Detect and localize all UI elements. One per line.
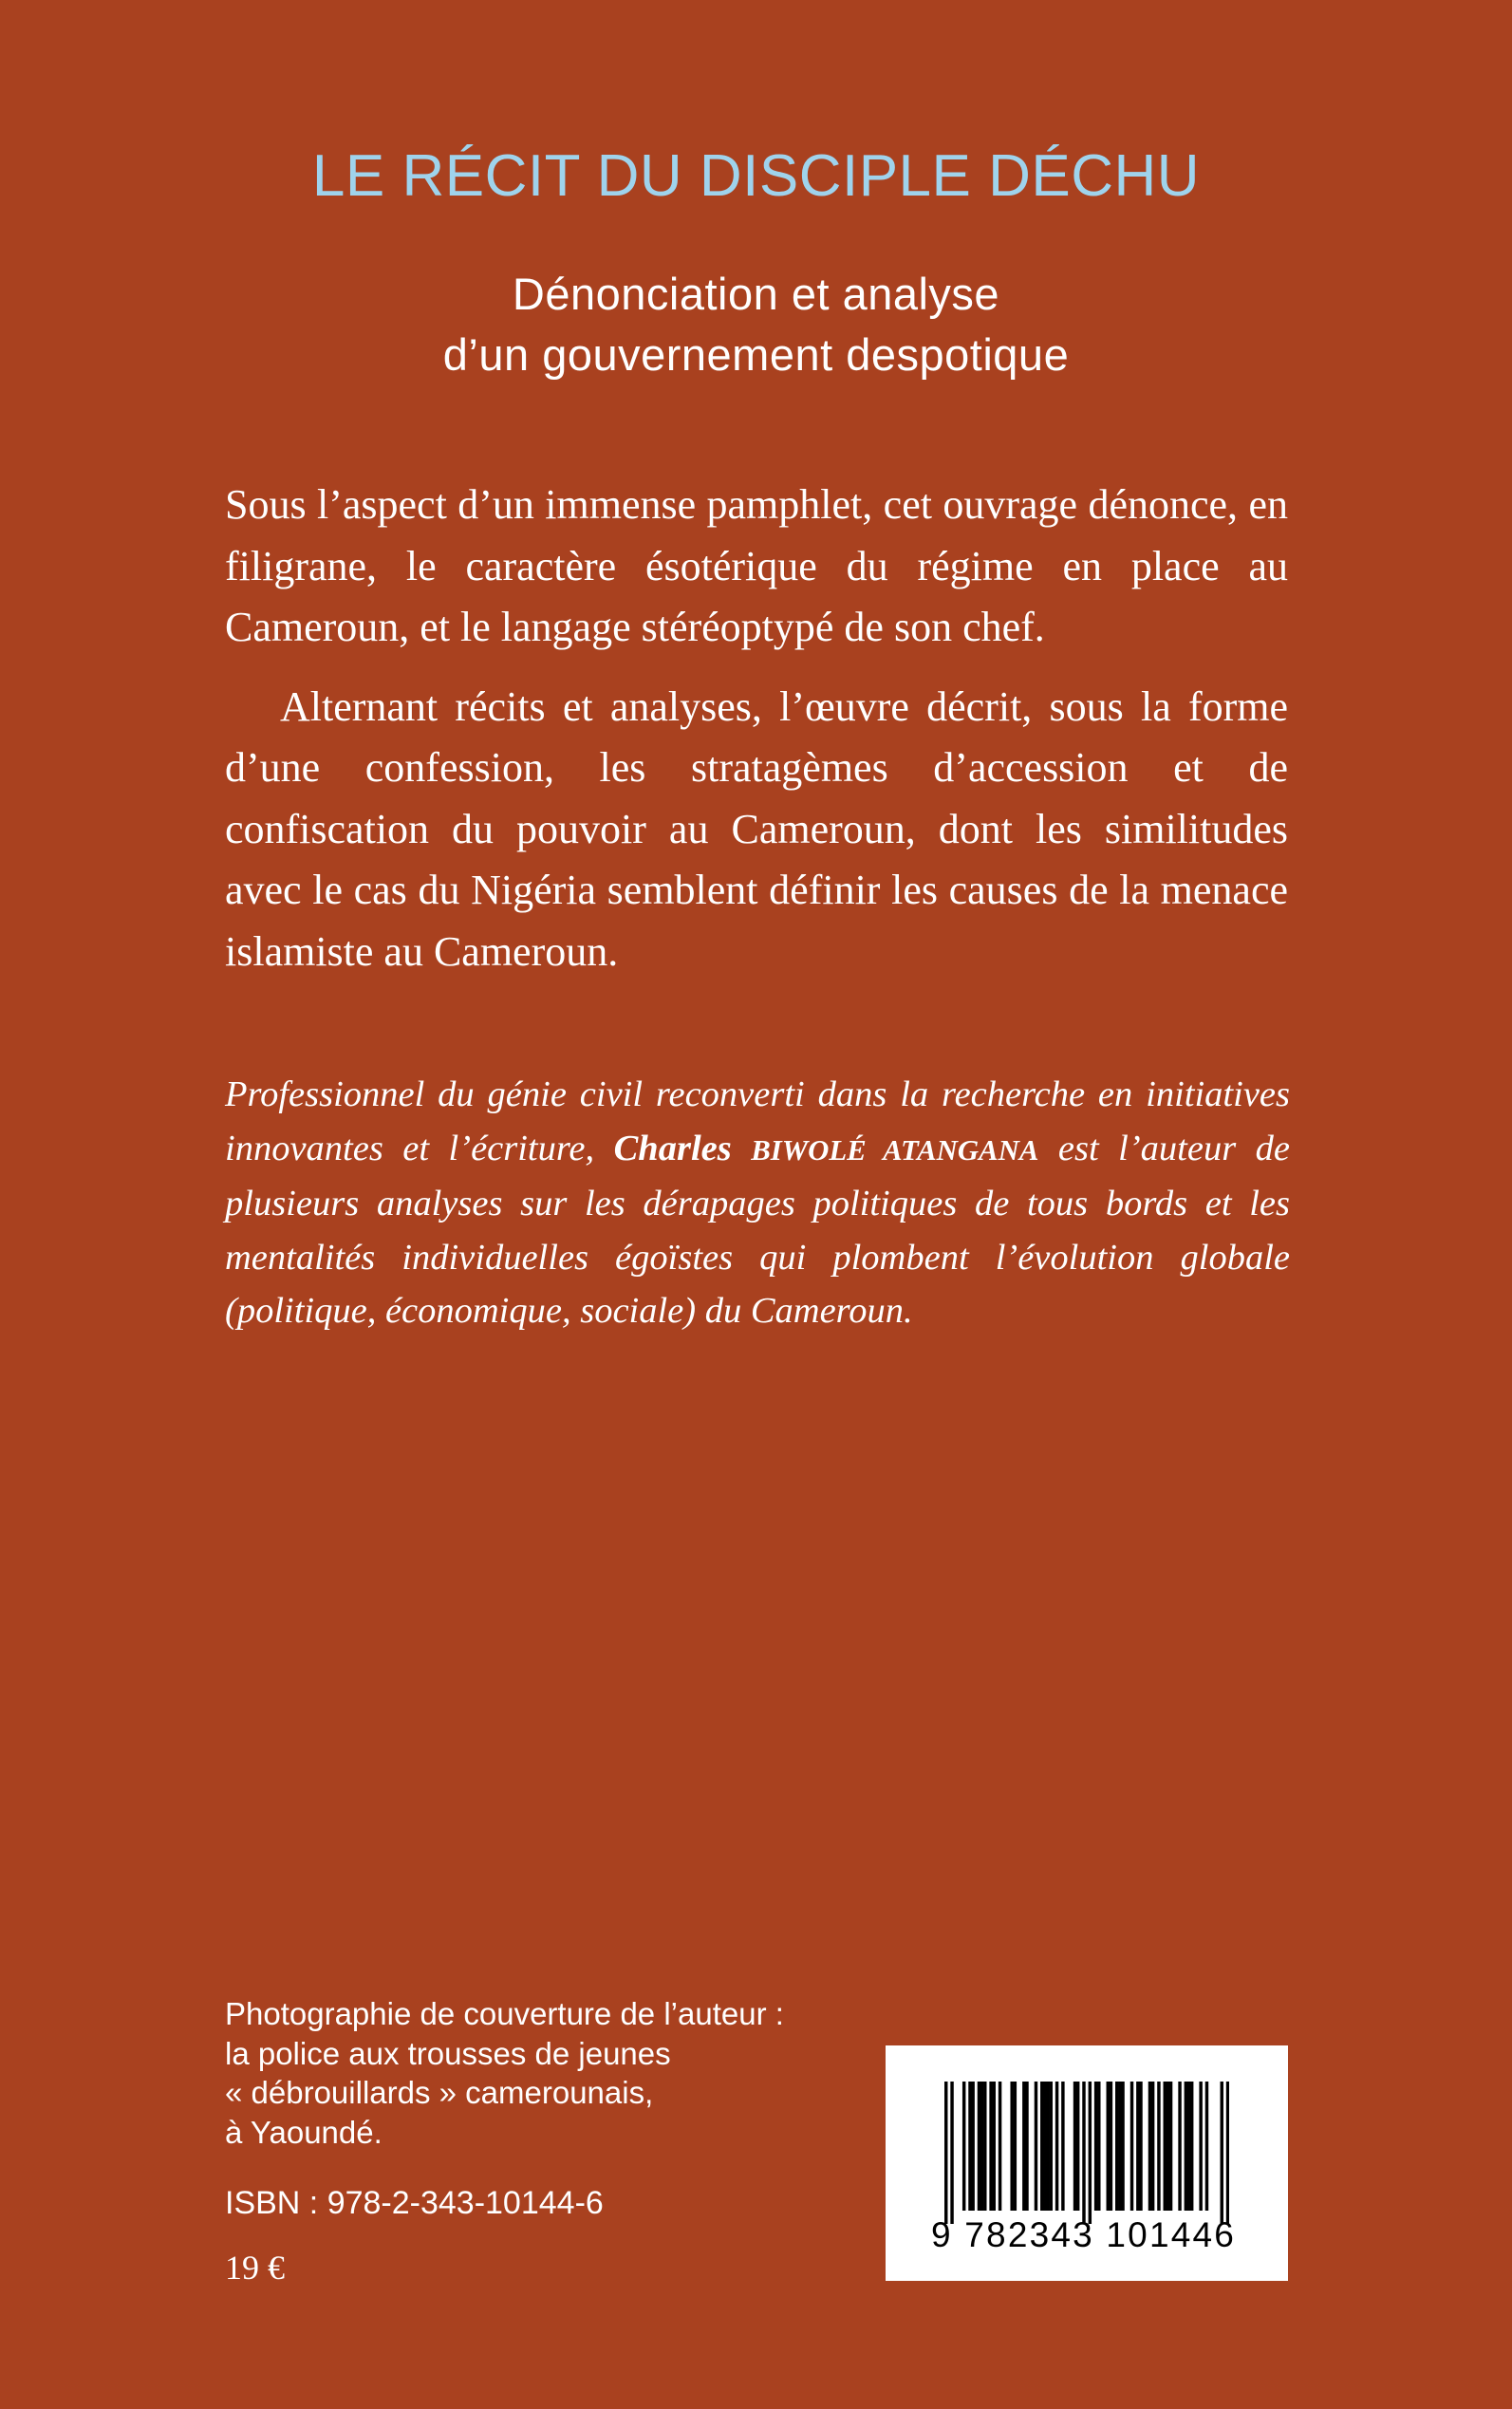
barcode-bar bbox=[1130, 2082, 1133, 2211]
barcode-bar bbox=[1094, 2082, 1097, 2211]
author-first-name: Charles bbox=[613, 1128, 752, 1168]
description-paragraph: Alternant récits et analyses, l’œuvre décrit, sous la forme d’une confession, les stratagèmes d’accession et de confiscation du pouvoir au Cameroun, dont les similitudes avec le cas du Nigéria semblent définir les causes de la menace islamiste au Cameroun. bbox=[225, 682, 1288, 975]
barcode-bar bbox=[1151, 2082, 1154, 2211]
barcode-bar bbox=[993, 2082, 996, 2211]
barcode-bar bbox=[1121, 2082, 1124, 2211]
barcode-bar bbox=[1110, 2082, 1112, 2211]
barcode-bar bbox=[1046, 2082, 1049, 2211]
barcode-bar bbox=[962, 2082, 965, 2211]
barcode-bar bbox=[980, 2082, 983, 2211]
author-last-name: BIWOLÉ ATANGANA bbox=[751, 1133, 1039, 1167]
barcode-digits: 9 782343 101446 bbox=[931, 2215, 1237, 2254]
barcode-bar bbox=[1157, 2082, 1160, 2211]
price: 19 € bbox=[225, 2249, 285, 2287]
photo-credit-line: Photographie de couverture de l’auteur : bbox=[225, 1996, 784, 2031]
barcode-bar bbox=[1089, 2082, 1092, 2224]
photo-credit-line: « débrouillards » camerounais, bbox=[225, 2075, 654, 2110]
barcode-bar bbox=[1097, 2082, 1100, 2211]
book-description bbox=[225, 475, 1288, 982]
author-bio-rest: est l’auteur de plusieurs analyses sur les dérapages politiques de tous bords et les mentalités individuelles égoïstes qui plombent l’évolution globale (politique, économique, sociale) du Cameroun. bbox=[225, 1128, 1291, 1331]
barcode-bar bbox=[1167, 2082, 1169, 2211]
barcode-bar bbox=[1148, 2082, 1151, 2211]
barcode-bar bbox=[1178, 2082, 1181, 2211]
subtitle-line: Dénonciation et analyse bbox=[512, 269, 1000, 319]
book-subtitle bbox=[0, 264, 1512, 385]
isbn: ISBN : 978-2-343-10144-6 bbox=[225, 2185, 604, 2221]
barcode-bar bbox=[1221, 2082, 1223, 2224]
barcode-bar bbox=[968, 2082, 971, 2211]
book-title: LE RÉCIT DU DISCIPLE DÉCHU bbox=[311, 143, 1201, 209]
barcode-bar bbox=[1118, 2082, 1121, 2211]
description-paragraph: Sous l’aspect d’un immense pamphlet, cet ouvrage dénonce, en filigrane, le caractère ésotérique du régime en place au Cameroun, et le langage stéréoptypé de son chef. bbox=[225, 481, 1288, 650]
barcode-bar bbox=[1185, 2082, 1187, 2211]
author-name bbox=[614, 1129, 1039, 1168]
photo-credit-line: à Yaoundé. bbox=[225, 2114, 383, 2150]
barcode-bar bbox=[1040, 2082, 1043, 2211]
barcode-bar bbox=[1107, 2082, 1110, 2211]
photo-credit bbox=[225, 1994, 889, 2152]
barcode-bar bbox=[1076, 2082, 1079, 2211]
barcode-bar bbox=[1010, 2082, 1013, 2211]
barcode-bar bbox=[1073, 2082, 1076, 2211]
author-bio bbox=[225, 1068, 1290, 1338]
barcode-bar bbox=[1014, 2082, 1017, 2211]
barcode-bar bbox=[950, 2082, 953, 2224]
barcode-bar bbox=[1061, 2082, 1064, 2211]
barcode-bar bbox=[971, 2082, 974, 2211]
barcode-bar bbox=[999, 2082, 1001, 2211]
barcode-bar bbox=[1139, 2082, 1142, 2211]
subtitle-line: d’un gouvernement despotique bbox=[442, 329, 1070, 380]
barcode-bar bbox=[1082, 2082, 1085, 2224]
barcode-bar bbox=[1050, 2082, 1053, 2211]
barcode-bar bbox=[1190, 2082, 1193, 2211]
barcode-bar bbox=[1115, 2082, 1118, 2211]
barcode-bars bbox=[944, 2082, 1229, 2224]
barcode-bar bbox=[983, 2082, 986, 2211]
barcode-bar bbox=[978, 2082, 980, 2211]
barcode-bar bbox=[1136, 2082, 1139, 2211]
barcode-bar bbox=[1035, 2082, 1037, 2211]
barcode-bar bbox=[1164, 2082, 1167, 2211]
barcode-bar bbox=[1187, 2082, 1190, 2211]
barcode-bar bbox=[1199, 2082, 1202, 2211]
barcode-bar bbox=[1169, 2082, 1172, 2211]
barcode-bar bbox=[989, 2082, 992, 2211]
barcode-bar bbox=[1205, 2082, 1208, 2211]
barcode-bar bbox=[1226, 2082, 1229, 2224]
barcode-bar bbox=[1025, 2082, 1028, 2211]
barcode-bar bbox=[1055, 2082, 1058, 2211]
photo-credit-line: la police aux trousses de jeunes bbox=[225, 2035, 671, 2071]
barcode-bar bbox=[1022, 2082, 1025, 2211]
barcode-bar bbox=[1043, 2082, 1046, 2211]
author-bio-intro: Professionnel du génie civil reconverti dans la recherche en initiatives innovantes et l’écriture, bbox=[225, 1074, 1290, 1168]
barcode bbox=[886, 2045, 1288, 2281]
barcode-bar bbox=[944, 2082, 947, 2224]
